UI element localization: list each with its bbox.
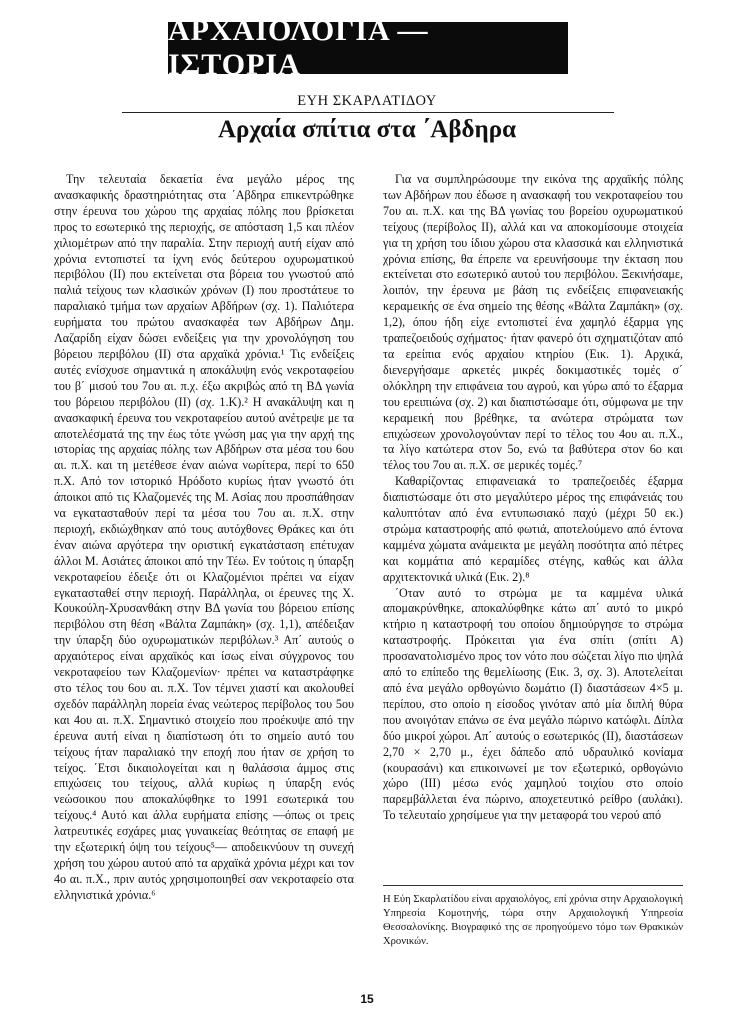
section-banner: ΑΡΧΑΙΟΛΟΓΙΑ — ΙΣΤΟΡΙΑ [168, 22, 568, 74]
author-bio-note: Η Εύη Σκαρλατίδου είναι αρχαιολόγος, επί χρόνια στην Αρχαιολογική Υπηρεσία Κομοτηνής, τώρα στην Αρχαιολογική Υπηρεσία Θεσσαλονίκης. Βιογραφικό της σε προηγούμενο τόμο των Θρακικών Χρονικών. [383, 894, 683, 947]
paragraph: Καθαρίζοντας επιφανειακά το τραπεζοειδές έξαρμα διαπιστώσαμε ότι στο μεγαλύτερο μέρος της επιφάνειάς του καλυπτόταν από ένα εντυπωσιακό παχύ (μέχρι 50 εκ.) στρώμα καταστροφής από φωτιά, αποτελούμενο από έντονα καμμένα χώματα ανάμεικτα με μεγάλη ποσότητα από πέτρες και κομμάτια από κεραμίδες στέγης, καθώς και άλλα αρχιτεκτονικά υλικά (Εικ. 2).⁸ [383, 474, 683, 584]
right-column [383, 172, 683, 824]
paragraph: ΄Οταν αυτό το στρώμα με τα καμμένα υλικά απομακρύνθηκε, αποκαλύφθηκε κάτω απ΄ αυτό το μικρό κτήριο η καταστροφή του οποίου δημιούργησε το στρώμα καταστροφής. Πρόκειται για ένα σπίτι (σπίτι Α) προσανατολισμένο προς τον νότο που σώζεται λίγο πιο ψηλά από το επίπεδο της θεμελίωσης (Εικ. 3, σχ. 3). Αποτελείται από ένα μεγάλο ορθογώνιο δωμάτιο (Ι) διαστάσεων 4×5 μ. περίπου, στο οποίο η είσοδος γινόταν από μία διπλή θύρα που ανοιγόταν επάνω σε ένα μεγάλο πώρινο κατώφλι. Δίπλα δύο μικροί χώροι. Απ΄ αυτούς ο εσωτερικός (ΙΙ), διαστάσεων 2,70 × 2,70 μ., έχει δάπεδο από υδραυλικό κονίαμα (κουρασάνι) και επικοινωνεί με τον εξωτερικό, ορθογώνιο χώρο (ΙΙΙ) μέσω ενός χαμηλού τοιχίου στο οποίο παρεμβάλλεται ένα πώρινο, αποχετευτικό ρείθρο (αυλάκι). Το τελευταίο χρησίμευε για την μεταφορά του νερού από [383, 585, 683, 823]
page-number: 15 [360, 992, 374, 1006]
footnote-divider [383, 885, 683, 886]
author-name: ΕΥΗ ΣΚΑΡΛΑΤΙΔΟΥ [297, 93, 437, 109]
title-divider [122, 112, 614, 113]
paragraph: Για να συμπληρώσουμε την εικόνα της αρχαϊκής πόλης των Αβδήρων που έδωσε η ανασκαφή του νεκροταφείου του 7ου αι. π.Χ. και της ΒΔ γωνίας του βορείου οχυρωματικού τείχους (περίβολος ΙΙ), αλλά και να αποκομίσουμε στοιχεία για τη χρήση του ίδιου χώρου στα κλασσικά και ελληνιστικά χρόνια επίσης, θα έπρεπε να ερευνήσουμε την έκταση που εκτείνεται στο εσωτερικό αυτού του περιβόλου. Ξεκινήσαμε, λοιπόν, την έρευνα με βάση τις ενδείξεις επιφανειακής κεραμεικής σε ένα σημείο της θέσης «Βάλτα Ζαμπάκη» (σχ. 1,2), όπου ήδη είχε εντοπιστεί ένα χαμηλό έξαρμα γης τραπεζοειδούς σχήματος· ήταν φανερό ότι σχηματιζόταν από τα ερείπια ενός αρχαίου κτηρίου (Εικ. 1). Αρχικά, διενεργήσαμε αρκετές μικρές δοκιμαστικές τομές σ΄ ολόκληρη την επιφάνεια του αγρού, και γύρω από το έξαρμα του ερειπιώνα (σχ. 2) και διαπιστώσαμε ότι, σύμφωνα με την κεραμεική που βρέθηκε, τα ανώτερα στρώματα των επιχώσεων χρονολογούνταν περί το τέλος του 4ου αι. π.Χ., τα λίγο κατώτερα στον 5ο, ενώ τα βαθύτερα στον 6ο και τέλος του 7ου αι. π.Χ. σε μερικές τομές.⁷ [383, 172, 683, 473]
paragraph: Την τελευταία δεκαετία ένα μεγάλο μέρος της ανασκαφικής δραστηριότητας στα ΄Αβδηρα επικεντρώθηκε στην έρευνα του χώρου της αρχαίας πόλης που βρίσκεται προς το εσωτερικό της περιοχής, σε απόσταση 1,5 και πλέον χιλιομέτρων από την παραλία. Στην περιοχή αυτή είχαν από χρόνια εντοπιστεί τα ίχνη ενός δεύτερου οχυρωματικού περιβόλου (ΙΙ) που εκτείνεται στα βόρεια του γνωστού από παλιά τείχους των κλασικών χρόνων (Ι) που προστάτευε το παραλιακό τμήμα των αρχαίων Αβδήρων (σχ. 1). Παλιότερα ευρήματα του πρώτου ανασκαφέα των Αβδήρων Δημ. Λαζαρίδη είχαν δώσει ενδείξεις για την χρονολόγηση του βόρειου περιβόλου (ΙΙ) στα αρχαϊκά χρόνια.¹ Τις ενδείξεις αυτές ενίσχυσε σημαντικά η αποκάλυψη ενός νεκροταφείου του β΄ μισού του 7ου αι. π.χ. έξω ακριβώς από τη ΒΔ γωνία του βόρειου περιβόλου (ΙΙ) (σχ. 1.Κ).² Η ανακάλυψη και η ανασκαφική έρευνα του νεκροταφείου αυτού ανέτρεψε με τα αποτελέσματά της την έως τότε γνώση μας για την αρχή της ιστορίας της αρχαίας πόλης των Αβδήρων στα μέσα του 6ου αι. π.Χ. και τη μετέθεσε έναν αιώνα νωρίτερα, περί το 650 π.Χ. Από τον ιστορικό Ηρόδοτο κυρίως ήταν γνωστό ότι άποικοι από τις Κλαζομενές της Μ. Ασίας που προσπάθησαν να εγκατασταθούν περί τα μέσα του 7ου αι. π.Χ. στην περιοχή, εκδιώχθηκαν από τους αυτόχθονες Θράκες και ότι έναν αιώνα αργότερα την οριστική εγκατάσταση επέτυχαν άλλοι Μ. Ασιάτες άποικοι από την Τέω. Εν τούτοις η ύπαρξη νεκροταφείου έδειξε ότι οι Κλαζομένιοι πρέπει να είχαν εγκατασταθεί στην περιοχή. Παράλληλα, οι έρευνες της Χ. Κουκούλη-Χρυσανθάκη στην ΒΔ γωνία του βόρειου επίσης περιβόλου στη θέση «Βάλτα Ζαμπάκη» (σχ. 1,1), απέδειξαν την ύπαρξη δύο οχυρωματικών περιβόλων.³ Απ΄ αυτούς ο αρχαιότερος είναι αρχαϊκός και ίσως είναι σύγχρονος του νεκροταφείου των Κλαζομενίων· πρέπει να καταστράφηκε στο τέλος του 6ου αι. π.Χ. Τον τέμνει χιαστί και ακολουθεί σχεδόν παράλληλη πορεία ένας νεώτερος περίβολος του 5ου και 4ου αι. π.Χ. Σημαντικό στοιχείο που προέκυψε από την έρευνα αυτή είναι η διαπίστωση ότι το σημείο αυτό του τείχους ήταν παραλιακό την εποχή που ήταν σε χρήση το τείχος. ΄Ετσι δικαιολογείται και η θαλάσσια άμμος στις επιχώσεις του τείχους, αλλά κυρίως η ύπαρξη ενός νεώσοικου που αποκαλύφθηκε το 1991 εσωτερικά του τείχους.⁴ Αυτό και άλλα ευρήματα επίσης —όπως οι τρεις λατρευτικές εσχάρες μιας γυναικείας θεότητας σε επαφή με την εξωτερική όψη του τείχους⁵— αποδεικνύουν τη συνεχή χρήση του χώρου αυτού από τα αρχαϊκά χρόνια μέχρι και τον 4ο αι. π.Χ., πριν αυτός χρησιμοποιηθεί σαν νεκροταφείο στα ελληνιστικά χρόνια.⁶ [54, 172, 354, 902]
article-title: Αρχαία σπίτια στα ΄Αβδηρα [217, 116, 517, 143]
left-column [54, 172, 354, 904]
